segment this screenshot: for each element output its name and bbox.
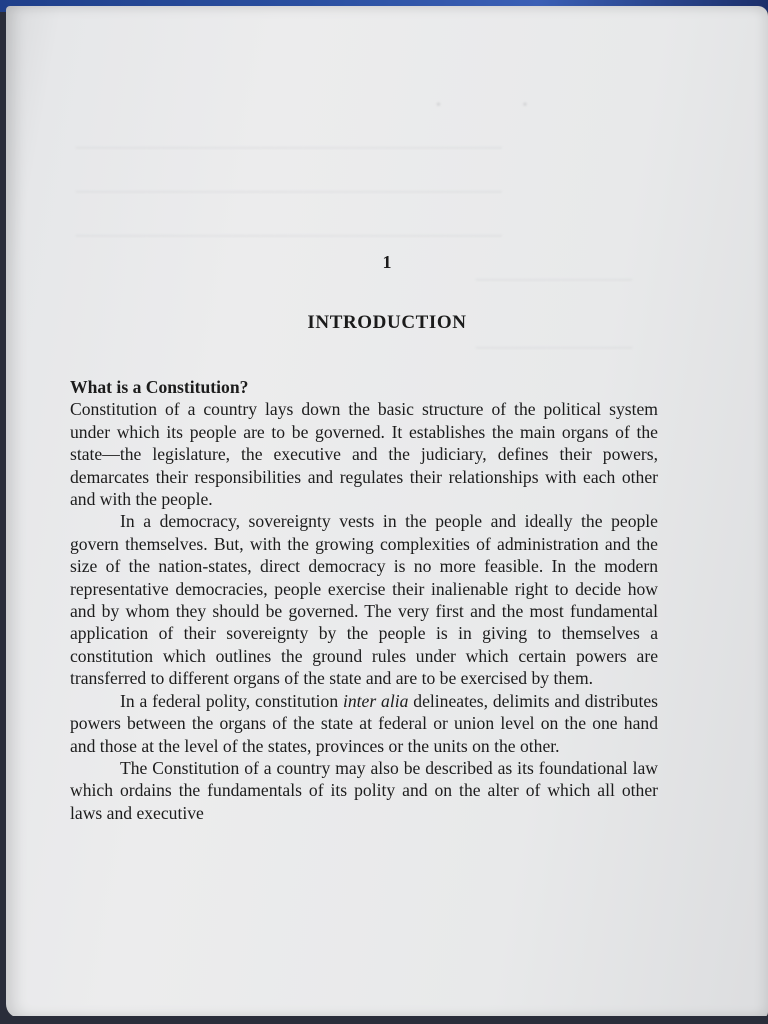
section-heading: What is a Constitution? (70, 377, 249, 397)
paragraph: The Constitution of a country may also be described as its foundational law which ordains the fundamentals of its polity and on the alter of which all other laws and executive (70, 757, 658, 823)
chapter-number: 1 (382, 252, 392, 272)
page-bottom-edge (0, 1016, 768, 1024)
chapter-title: INTRODUCTION (307, 312, 467, 333)
show-through-text: ——————————— (476, 340, 633, 355)
paragraph: Constitution of a country lays down the basic structure of the political system under which its people are to be governed. It establishes the main organs of the state—the legislature, the executive and the judiciary, defines their powers, demarcates their responsibilities and regulates their relationships with each other and with the people. (70, 399, 658, 510)
body-text (70, 376, 658, 824)
show-through-text: ——————————— (476, 272, 633, 287)
paragraph-text: In a federal polity, constitution (120, 690, 343, 711)
paragraph: In a democracy, sovereignty vests in the people and ideally the people govern themselves. But, with the growing complexities of administration and the size of the nation-states, direct democracy is no more feasible. In the modern representative democracies, people exercise their inalienable right to decide how and by whom they should be governed. The very first and the most fundamental application of their sovereignty by the people is in giving to themselves a constitution which outlines the ground rules under which certain powers are transferred to different organs of the state and are to be exercised by them. (70, 511, 658, 689)
book-page (6, 6, 768, 1018)
paragraph (70, 690, 658, 757)
show-through-text: —————————————————————————————— (76, 184, 502, 199)
show-through-text: • • (436, 98, 528, 113)
show-through-text: —————————————————————————————— (76, 228, 502, 243)
italic-phrase: inter alia (342, 690, 409, 711)
paragraph-text: delineates, delimits and distributes powers between the organs of the state at federal or union level on the one hand and those at the level of the states, provinces or the units on the other. (70, 690, 658, 756)
show-through-text: —————————————————————————————— (76, 140, 502, 155)
